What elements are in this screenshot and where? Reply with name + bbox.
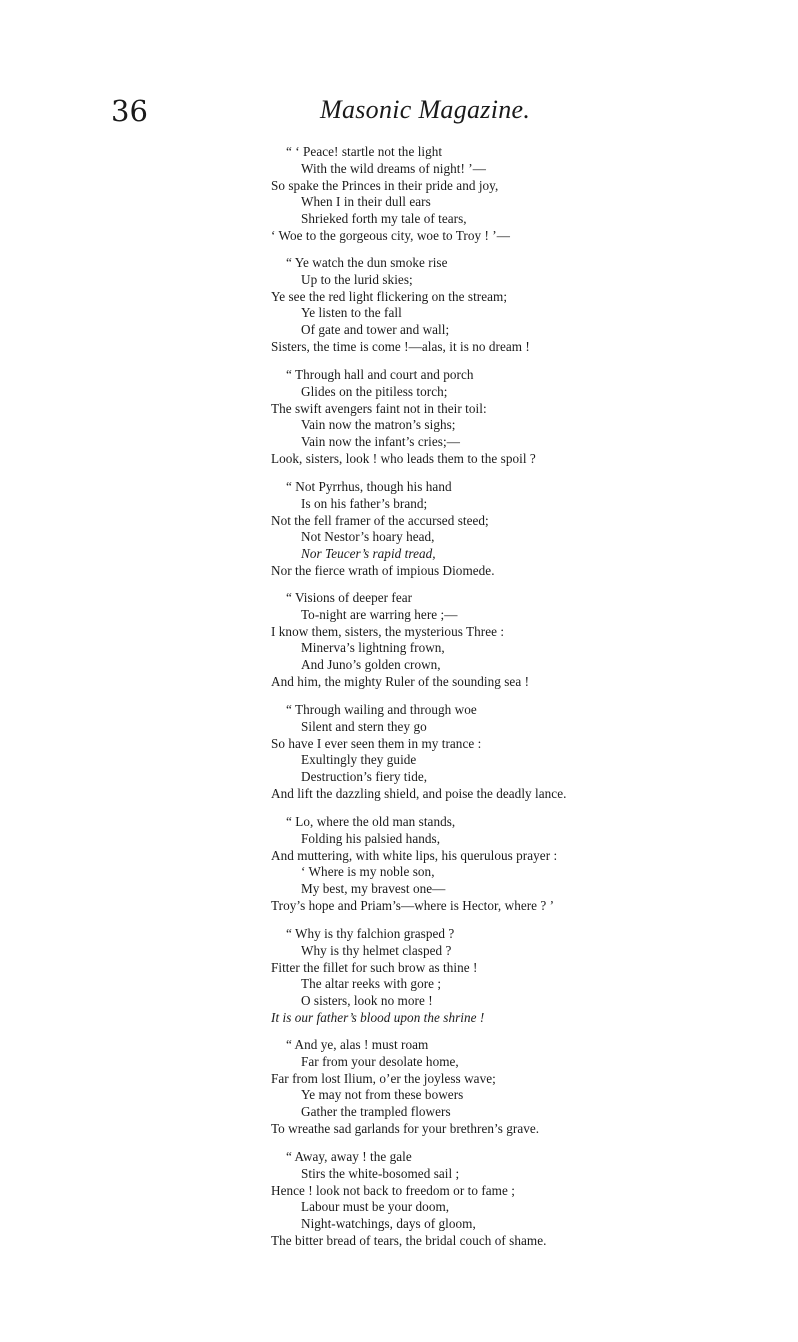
poem-line: Far from lost Ilium, o’er the joyless wave; <box>271 1070 496 1086</box>
poem-line: Nor Teucer’s rapid tread, <box>301 546 436 562</box>
poem-line: Hence ! look not back to freedom or to fame ; <box>271 1182 515 1198</box>
poem-line: Exultingly they guide <box>301 752 417 768</box>
poem-line: “ Why is thy falchion grasped ? <box>286 926 455 941</box>
poem-line: And him, the mighty Ruler of the sounding sea ! <box>271 674 530 689</box>
poem-line: “ Ye watch the dun smoke rise <box>286 255 448 270</box>
poem-line: Vain now the infant’s cries;— <box>301 434 460 450</box>
poem-line: The swift avengers faint not in their toil: <box>271 400 487 416</box>
poem-line: To wreathe sad garlands for your brethren’s grave. <box>271 1121 540 1136</box>
poem-line: Vain now the matron’s sighs; <box>301 417 456 433</box>
poem-line: Is on his father’s brand; <box>301 495 428 511</box>
poem-line: Not Nestor’s hoary head, <box>301 529 435 545</box>
page-number: 36 <box>111 94 148 128</box>
poem-line: Labour must be your doom, <box>301 1199 450 1215</box>
poem-line: Up to the lurid skies; <box>301 271 413 287</box>
poem-line: “ Visions of deeper fear <box>286 590 413 605</box>
poem-line: “ Through wailing and through woe <box>286 702 477 717</box>
poem-line: Troy’s hope and Priam’s—where is Hector, where ? ’ <box>271 898 555 913</box>
poem-line: With the wild dreams of night! ’— <box>301 160 486 176</box>
poem-line: Gather the trampled flowers <box>301 1104 451 1120</box>
poem-line: “ Away, away ! the gale <box>286 1149 412 1164</box>
poem-line: It is our father’s blood upon the shrine ! <box>271 1010 485 1025</box>
poem-line: ‘ Where is my noble son, <box>301 864 435 880</box>
poem-line: Ye see the red light flickering on the stream; <box>271 288 508 304</box>
poem-line: “ ‘ Peace! startle not the light <box>286 144 443 159</box>
poem-line: Ye may not from these bowers <box>301 1087 464 1103</box>
poem-line: And lift the dazzling shield, and poise the deadly lance. <box>271 786 567 801</box>
poem-line: Glides on the pitiless torch; <box>301 383 448 399</box>
poem-line: Shrieked forth my tale of tears, <box>301 211 467 227</box>
poem-line: The altar reeks with gore ; <box>301 976 442 992</box>
poem-line: O sisters, look no more ! <box>301 993 433 1009</box>
poem-line: Night-watchings, days of gloom, <box>301 1216 476 1232</box>
poem-line: ‘ Woe to the gorgeous city, woe to Troy ! ’— <box>271 228 510 243</box>
poem-line: “ Not Pyrrhus, though his hand <box>286 479 452 494</box>
poem-line: Of gate and tower and wall; <box>301 322 450 338</box>
poem-line: Silent and stern they go <box>301 718 427 734</box>
poem-line: Minerva’s lightning frown, <box>301 640 445 656</box>
poem-line: Destruction’s fiery tide, <box>301 769 428 785</box>
poem-line: I know them, sisters, the mysterious Three : <box>271 623 505 639</box>
poem-line: Nor the fierce wrath of impious Diomede. <box>271 563 495 578</box>
poem-line: “ And ye, alas ! must roam <box>286 1037 429 1052</box>
poem-line: So spake the Princes in their pride and joy, <box>271 177 499 193</box>
poem-line: Fitter the fillet for such brow as thine ! <box>271 959 478 975</box>
poem-line: The bitter bread of tears, the bridal couch of shame. <box>271 1233 547 1248</box>
poem-line: Sisters, the time is come !—alas, it is no dream ! <box>271 339 530 354</box>
poem-line: Why is thy helmet clasped ? <box>301 942 452 958</box>
poem-line: To-night are warring here ;— <box>301 606 458 622</box>
poem-line: And Juno’s golden crown, <box>301 657 441 673</box>
poem-line: Ye listen to the fall <box>301 305 402 321</box>
poem-line: Stirs the white-bosomed sail ; <box>301 1165 460 1181</box>
poem-line: And muttering, with white lips, his querulous prayer : <box>271 847 558 863</box>
poem-line: “ Through hall and court and porch <box>286 367 474 382</box>
running-title: Masonic Magazine. <box>320 95 531 124</box>
poem-line: Not the fell framer of the accursed steed; <box>271 512 489 528</box>
poem-line: “ Lo, where the old man stands, <box>286 814 456 829</box>
poem-line: When I in their dull ears <box>301 194 431 210</box>
poem-line: So have I ever seen them in my trance : <box>271 735 482 751</box>
poem-line: Far from your desolate home, <box>301 1053 459 1069</box>
poem-line: Look, sisters, look ! who leads them to the spoil ? <box>271 451 536 466</box>
poem-line: Folding his palsied hands, <box>301 830 441 846</box>
poem-line: My best, my bravest one— <box>301 881 446 897</box>
